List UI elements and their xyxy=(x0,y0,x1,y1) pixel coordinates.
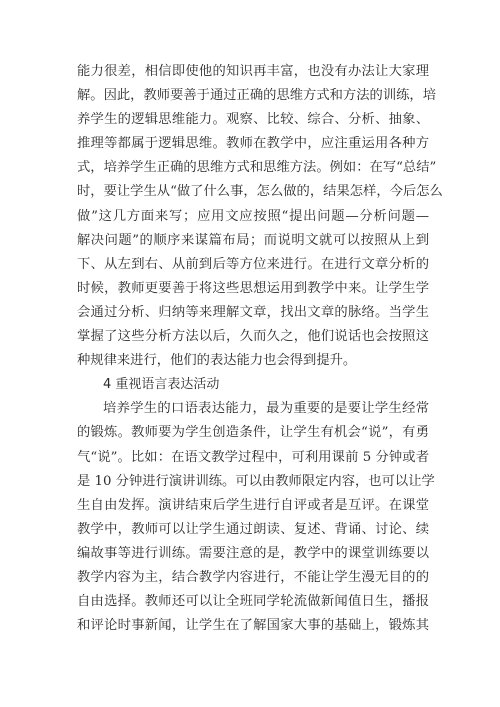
text-line: 种规律来进行，他们的表达能力也会得到提升。 xyxy=(77,353,357,369)
text-line: 解决问题”的顺序来谋篇布局；而说明文就可以按照从上到 xyxy=(77,232,429,248)
text-line: 做”这几方面来写；应用文应按照“提出问题—分析问题— xyxy=(77,208,429,224)
text-line: 时，要让学生从“做了什么事，怎么做的，结果怎样，今后怎么 xyxy=(77,184,443,200)
text-line: 推理等都属于逻辑思维。教师在教学中，应注重运用各种方 xyxy=(77,136,429,152)
text-line: 培养学生的口语表达能力，最为重要的是要让学生经常 xyxy=(103,401,429,417)
text-line: 的锻炼。教师要为学生创造条件，让学生有机会“说”，有勇 xyxy=(77,425,429,441)
text-line: 时候，教师更要善于将这些思想运用到教学中来。让学生学 xyxy=(77,280,429,296)
paragraph-oral-expression xyxy=(77,397,435,638)
text-line: 教学中，教师可以让学生通过朗读、复述、背诵、讨论、续 xyxy=(77,521,429,537)
text-line: 是 10 分钟进行演讲训练。可以由教师限定内容，也可以让学 xyxy=(77,473,435,489)
body-text xyxy=(77,60,443,638)
text-line: 和评论时事新闻，让学生在了解国家大事的基础上，锻炼其 xyxy=(77,618,429,634)
text-line: 编故事等进行训练。需要注意的是，教学中的课堂训练要以 xyxy=(77,545,429,561)
text-line: 掌握了这些分析方法以后，久而久之，他们说话也会按照这 xyxy=(77,329,429,345)
paragraph-logic-thinking xyxy=(77,60,443,373)
text-line: 解。因此，教师要善于通过正确的思维方式和方法的训练，培 xyxy=(77,88,437,104)
text-line: 养学生的逻辑思维能力。观察、比较、综合、分析、抽象、 xyxy=(77,112,429,128)
text-line: 能力很差，相信即使他的知识再丰富，也没有办法让大家理 xyxy=(77,64,429,79)
text-line: 下、从左到右、从前到后等方位来进行。在进行文章分析的 xyxy=(77,256,429,272)
text-line: 会通过分析、归纳等来理解文章，找出文章的脉络。当学生 xyxy=(77,304,429,320)
text-line: 气“说”。比如：在语文教学过程中，可利用课前 5 分钟或者 xyxy=(77,449,429,465)
text-line: 生自由发挥。演讲结束后学生进行自评或者是互评。在课堂 xyxy=(77,497,429,513)
text-line: 自由选择。教师还可以让全班同学轮流做新闻值日生，播报 xyxy=(77,594,429,610)
section-heading: 4 重视语言表达活动 xyxy=(103,377,220,393)
text-line: 教学内容为主，结合教学内容进行，不能让学生漫无目的的 xyxy=(77,569,429,585)
text-line: 式，培养学生正确的思维方式和思维方法。例如：在写“总结” xyxy=(77,160,437,176)
